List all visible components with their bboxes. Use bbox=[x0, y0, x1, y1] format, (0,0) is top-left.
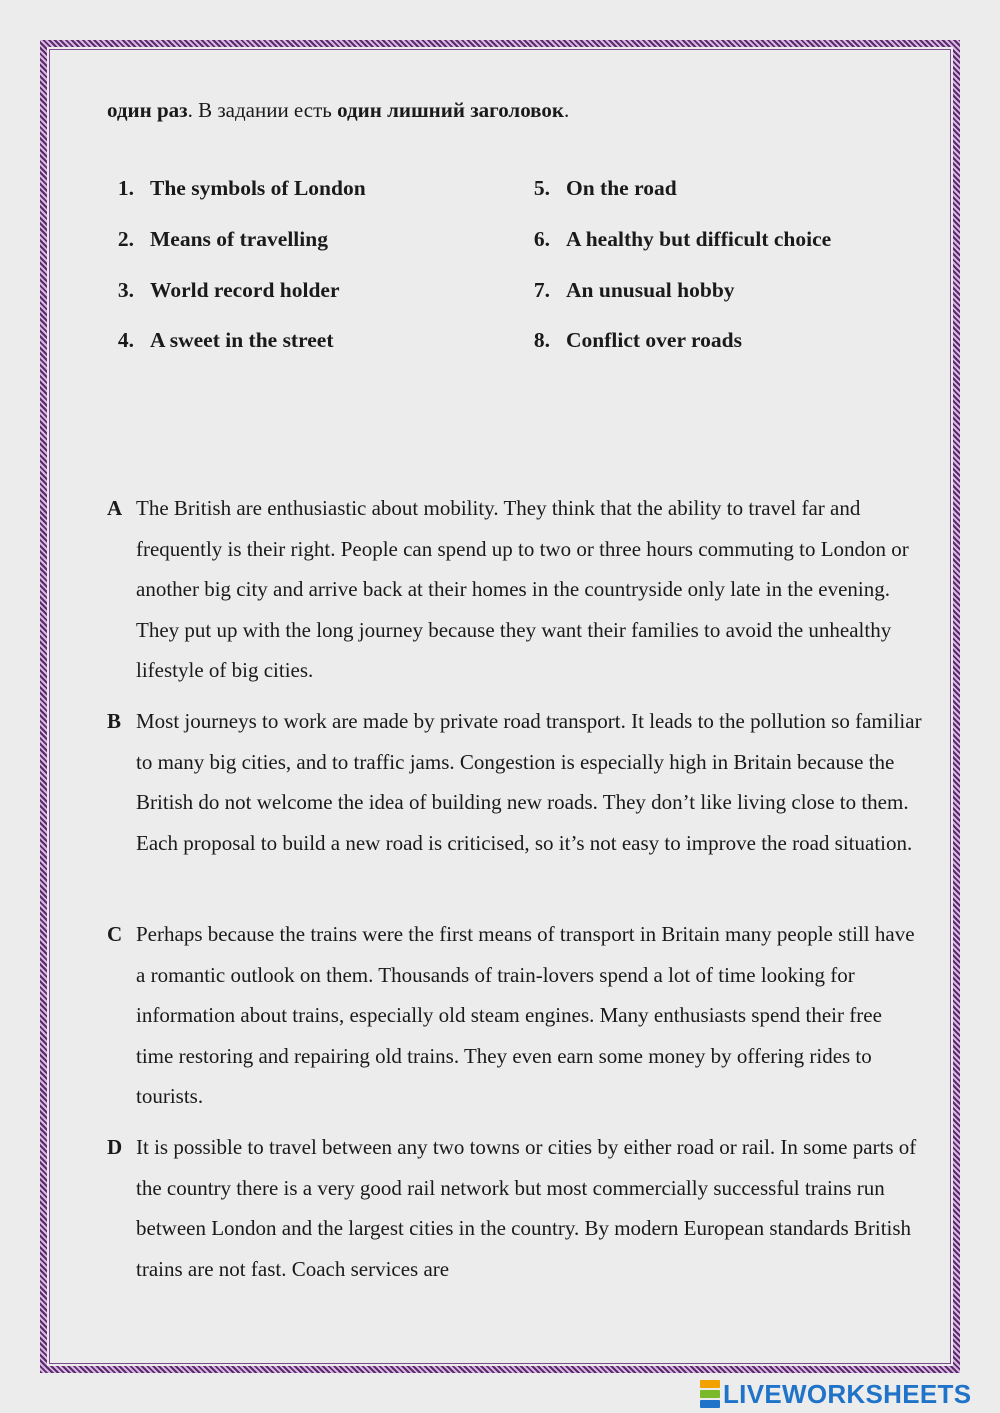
instruction-plain-1: . В задании есть bbox=[187, 98, 338, 122]
headings-list bbox=[100, 170, 900, 370]
heading-title: On the road bbox=[566, 176, 677, 200]
heading-number: 5. bbox=[533, 176, 550, 200]
heading-item bbox=[100, 227, 328, 252]
heading-number: 4. bbox=[117, 328, 134, 352]
paragraph-d bbox=[107, 1127, 922, 1289]
instruction-text bbox=[107, 98, 569, 123]
heading-item bbox=[100, 328, 334, 353]
logo-text: LIVEWORKSHEETS bbox=[723, 1378, 972, 1409]
heading-item bbox=[100, 278, 340, 303]
paragraph-a bbox=[107, 488, 922, 691]
heading-item bbox=[100, 176, 366, 201]
instruction-bold-1: один раз bbox=[107, 98, 188, 122]
instruction-bold-2: один лишний заголовок bbox=[337, 98, 564, 122]
logo-mark-icon bbox=[700, 1380, 720, 1408]
paragraph-text: Most journeys to work are made by private road transport. It leads to the pollution so familiar to many big cities, and to traffic jams. Congestion is especially high in Britain because the British do not welcome the idea of building new roads. They don’t like living close to them. Each proposal to build a new road is criticised, so it’s not easy to improve the road situation. bbox=[136, 709, 922, 855]
heading-number: 8. bbox=[533, 328, 550, 352]
paragraph-text: Perhaps because the trains were the first means of transport in Britain many people still have a romantic outlook on them. Thousands of train-lovers spend a lot of time looking for information about trains, especially old steam engines. Many enthusiasts spend their free time restoring and repairing old trains. They even earn some money by offering rides to tourists. bbox=[136, 922, 915, 1109]
paragraph-text: The British are enthusiastic about mobility. They think that the ability to travel far and frequently is their right. People can spend up to two or three hours commuting to London or another big city and arrive back at their homes in the countryside only late in the evening. They put up with the long journey because they want their families to avoid the unhealthy lifestyle of big cities. bbox=[136, 496, 909, 683]
paragraph-c bbox=[107, 914, 922, 1117]
heading-number: 3. bbox=[117, 278, 134, 302]
heading-title: Means of travelling bbox=[150, 227, 328, 251]
heading-item bbox=[516, 227, 831, 252]
heading-item bbox=[516, 328, 742, 353]
heading-title: World record holder bbox=[150, 278, 340, 302]
paragraph-text: It is possible to travel between any two towns or cities by either road or rail. In some parts of the country there is a very good rail network but most commercially successful trains run between London and the largest cities in the country. By modern European standards British trains are not fast. Coach services are bbox=[136, 1135, 917, 1281]
liveworksheets-logo bbox=[700, 1378, 971, 1410]
heading-item bbox=[516, 278, 735, 303]
paragraph-letter: B bbox=[107, 709, 122, 733]
paragraph-b bbox=[107, 701, 922, 863]
heading-title: A healthy but difficult choice bbox=[566, 227, 832, 251]
heading-number: 7. bbox=[533, 278, 550, 302]
heading-title: A sweet in the street bbox=[150, 328, 334, 352]
instruction-plain-2: . bbox=[563, 98, 570, 122]
heading-number: 1. bbox=[117, 176, 134, 200]
heading-item bbox=[516, 176, 677, 201]
heading-title: An unusual hobby bbox=[566, 278, 735, 302]
heading-title: The symbols of London bbox=[150, 176, 366, 200]
heading-title: Conflict over roads bbox=[566, 328, 742, 352]
heading-number: 2. bbox=[117, 227, 134, 251]
paragraph-letter: C bbox=[107, 922, 123, 946]
paragraph-letter: A bbox=[107, 496, 123, 520]
heading-number: 6. bbox=[533, 227, 550, 251]
paragraph-letter: D bbox=[107, 1135, 123, 1159]
